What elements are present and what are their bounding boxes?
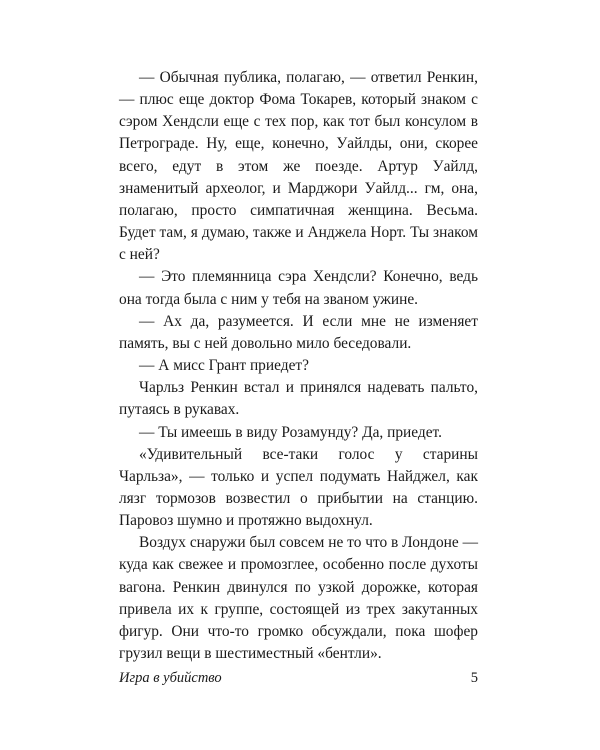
footer-page-number: 5 (470, 670, 478, 686)
paragraph: — Это племянница сэра Хендсли? Конечно, ведь она тогда была с ним у тебя на званом ужине. (119, 268, 478, 308)
paragraph: — Ты имеешь в виду Розамунду? Да, приедет. (139, 423, 442, 441)
paragraph: — А мисс Грант приедет? (139, 357, 309, 375)
paragraph: «Удивительный все-таки голос у старины Чарльза», — только и успел подумать Найджел, как лязг тормозов возвестил о прибытии на станцию. Паровоз шумно и протяжно выдохнул. (119, 445, 478, 530)
paragraph: — Ах да, разумеется. И если мне не изменяет память, вы с ней довольно мило беседовали. (119, 312, 478, 352)
paragraph: Воздух снаружи был совсем не то что в Лондоне — куда как свежее и промозглее, особенно после духоты вагона. Ренкин двинулся по узкой дорожке, которая привела их к группе, состоящей из трех закутанных фигур. Они что-то громко обсуждали, пока шофер грузил вещи в шестиместный «бентли». (119, 534, 478, 663)
paragraph: Чарльз Ренкин встал и принялся надевать пальто, путаясь в рукавах. (119, 379, 478, 419)
page-body (119, 67, 478, 665)
footer-book-title: Игра в убийство (119, 670, 222, 686)
paragraph: — Обычная публика, полагаю, — ответил Ренкин, — плюс еще доктор Фома Токарев, который знаком с сэром Хендсли еще с тех пор, как тот был консулом в Петрограде. Ну, еще, конечно, Уайлды, они, скорее всего, едут в этом же поезде. Артур Уайлд, знаменитый археолог, и Марджори Уайлд... гм, она, полагаю, просто симпатичная женщина. Весьма. Будет там, я думаю, также и Анджела Норт. Ты знаком с ней? (119, 69, 478, 264)
